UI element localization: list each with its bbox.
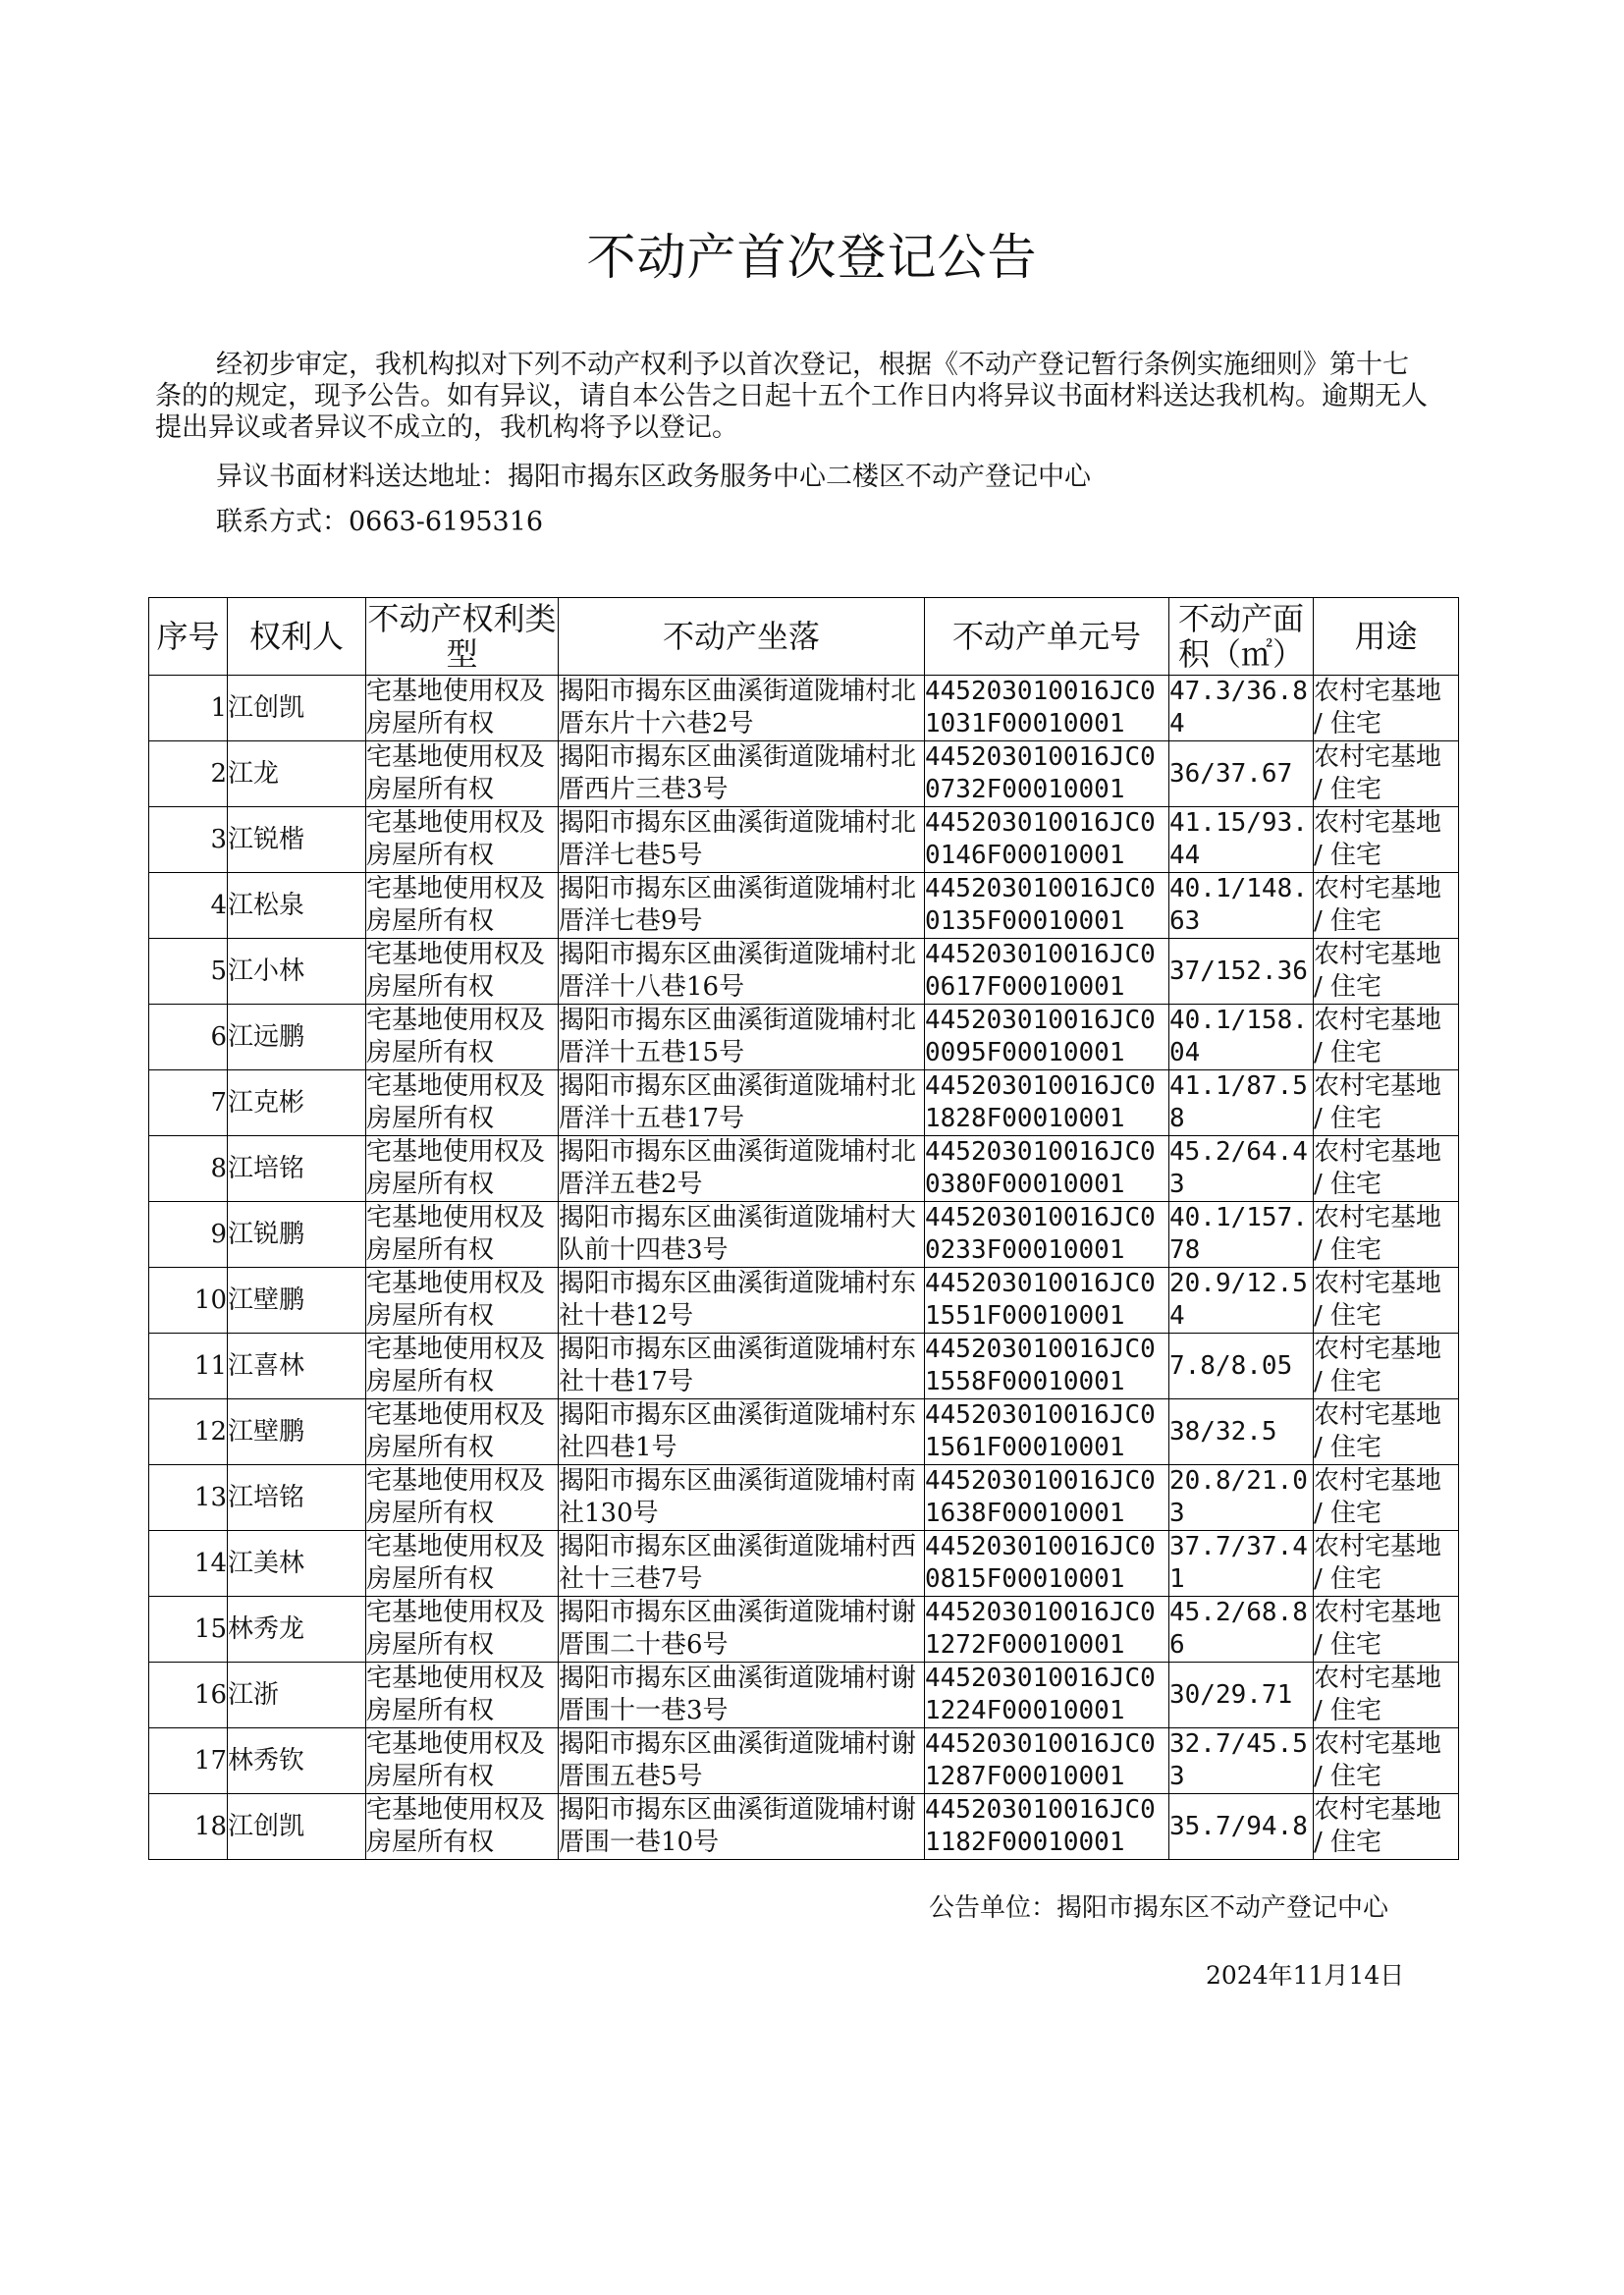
cell-use: 农村宅基地 / 住宅	[1314, 741, 1459, 807]
cell-seq: 2	[149, 741, 228, 807]
cell-unit-number: 445203010016JC01287F00010001	[925, 1728, 1169, 1794]
cell-right-type: 宅基地使用权及房屋所有权	[366, 807, 559, 873]
cell-right-type: 宅基地使用权及房屋所有权	[366, 1268, 559, 1334]
intro-paragraph: 经初步审定，我机构拟对下列不动产权利予以首次登记，根据《不动产登记暂行条例实施细则》第十七条的的规定，现予公告。如有异议，请自本公告之日起十五个工作日内将异议书面材料送达我机构。逾期无人提出异议或者异议不成立的，我机构将予以登记。	[155, 350, 1428, 443]
cell-seq: 1	[149, 676, 228, 741]
cell-location: 揭阳市揭东区曲溪街道陇埔村西社十三巷7号	[559, 1531, 925, 1597]
cell-area: 7.8/8.05	[1169, 1334, 1314, 1399]
cell-right-type: 宅基地使用权及房屋所有权	[366, 1070, 559, 1136]
table-row	[149, 1794, 1459, 1860]
cell-owner: 江小林	[228, 939, 366, 1005]
cell-unit-number: 445203010016JC01272F00010001	[925, 1597, 1169, 1663]
cell-seq: 9	[149, 1202, 228, 1268]
cell-unit-number: 445203010016JC01031F00010001	[925, 676, 1169, 741]
cell-use: 农村宅基地 / 住宅	[1314, 1465, 1459, 1531]
cell-owner: 江壁鹏	[228, 1268, 366, 1334]
cell-owner: 江壁鹏	[228, 1399, 366, 1465]
cell-owner: 江锐鹏	[228, 1202, 366, 1268]
cell-location: 揭阳市揭东区曲溪街道陇埔村南社130号	[559, 1465, 925, 1531]
cell-use: 农村宅基地 / 住宅	[1314, 1005, 1459, 1070]
cell-use: 农村宅基地 / 住宅	[1314, 1794, 1459, 1860]
table-row	[149, 1334, 1459, 1399]
cell-location: 揭阳市揭东区曲溪街道陇埔村东社十巷12号	[559, 1268, 925, 1334]
cell-owner: 江克彬	[228, 1070, 366, 1136]
cell-owner: 江锐楷	[228, 807, 366, 873]
cell-unit-number: 445203010016JC00146F00010001	[925, 807, 1169, 873]
cell-owner: 林秀龙	[228, 1597, 366, 1663]
cell-area: 37/152.36	[1169, 939, 1314, 1005]
issue-date: 2024年11月14日	[1206, 1961, 1405, 1990]
cell-use: 农村宅基地 / 住宅	[1314, 807, 1459, 873]
cell-unit-number: 445203010016JC00095F00010001	[925, 1005, 1169, 1070]
cell-area: 41.1/87.58	[1169, 1070, 1314, 1136]
cell-right-type: 宅基地使用权及房屋所有权	[366, 1597, 559, 1663]
cell-unit-number: 445203010016JC01638F00010001	[925, 1465, 1169, 1531]
header-unit-number: 不动产单元号	[925, 598, 1169, 676]
cell-area: 30/29.71	[1169, 1663, 1314, 1728]
cell-seq: 16	[149, 1663, 228, 1728]
header-right-type: 不动产权利类型	[366, 598, 559, 676]
table-row	[149, 741, 1459, 807]
cell-right-type: 宅基地使用权及房屋所有权	[366, 676, 559, 741]
cell-unit-number: 445203010016JC00135F00010001	[925, 873, 1169, 939]
cell-owner: 江培铭	[228, 1465, 366, 1531]
cell-right-type: 宅基地使用权及房屋所有权	[366, 1663, 559, 1728]
cell-use: 农村宅基地 / 住宅	[1314, 1663, 1459, 1728]
cell-location: 揭阳市揭东区曲溪街道陇埔村北厝西片三巷3号	[559, 741, 925, 807]
cell-area: 41.15/93.44	[1169, 807, 1314, 873]
table-row	[149, 1202, 1459, 1268]
cell-location: 揭阳市揭东区曲溪街道陇埔村东社十巷17号	[559, 1334, 925, 1399]
cell-area: 47.3/36.84	[1169, 676, 1314, 741]
cell-right-type: 宅基地使用权及房屋所有权	[366, 1334, 559, 1399]
cell-owner: 江美林	[228, 1531, 366, 1597]
cell-use: 农村宅基地 / 住宅	[1314, 1728, 1459, 1794]
cell-area: 38/32.5	[1169, 1399, 1314, 1465]
cell-seq: 17	[149, 1728, 228, 1794]
cell-area: 36/37.67	[1169, 741, 1314, 807]
header-seq: 序号	[149, 598, 228, 676]
table-row	[149, 1465, 1459, 1531]
table-row	[149, 1531, 1459, 1597]
cell-right-type: 宅基地使用权及房屋所有权	[366, 741, 559, 807]
cell-seq: 4	[149, 873, 228, 939]
cell-area: 35.7/94.8	[1169, 1794, 1314, 1860]
cell-area: 20.9/12.54	[1169, 1268, 1314, 1334]
cell-seq: 3	[149, 807, 228, 873]
cell-owner: 江远鹏	[228, 1005, 366, 1070]
cell-use: 农村宅基地 / 住宅	[1314, 1202, 1459, 1268]
table-row	[149, 873, 1459, 939]
cell-seq: 12	[149, 1399, 228, 1465]
cell-location: 揭阳市揭东区曲溪街道陇埔村谢厝围一巷10号	[559, 1794, 925, 1860]
cell-owner: 江喜林	[228, 1334, 366, 1399]
cell-area: 45.2/64.43	[1169, 1136, 1314, 1202]
cell-unit-number: 445203010016JC00233F00010001	[925, 1202, 1169, 1268]
cell-use: 农村宅基地 / 住宅	[1314, 1334, 1459, 1399]
cell-right-type: 宅基地使用权及房屋所有权	[366, 1531, 559, 1597]
cell-unit-number: 445203010016JC01551F00010001	[925, 1268, 1169, 1334]
cell-area: 40.1/158.04	[1169, 1005, 1314, 1070]
cell-use: 农村宅基地 / 住宅	[1314, 1136, 1459, 1202]
cell-unit-number: 445203010016JC01224F00010001	[925, 1663, 1169, 1728]
cell-location: 揭阳市揭东区曲溪街道陇埔村北厝洋七巷5号	[559, 807, 925, 873]
cell-location: 揭阳市揭东区曲溪街道陇埔村大队前十四巷3号	[559, 1202, 925, 1268]
cell-use: 农村宅基地 / 住宅	[1314, 939, 1459, 1005]
cell-owner: 江培铭	[228, 1136, 366, 1202]
cell-unit-number: 445203010016JC01561F00010001	[925, 1399, 1169, 1465]
cell-location: 揭阳市揭东区曲溪街道陇埔村谢厝围五巷5号	[559, 1728, 925, 1794]
cell-right-type: 宅基地使用权及房屋所有权	[366, 873, 559, 939]
table-row	[149, 1728, 1459, 1794]
cell-owner: 江创凯	[228, 1794, 366, 1860]
cell-seq: 18	[149, 1794, 228, 1860]
table-row	[149, 1399, 1459, 1465]
table-row	[149, 1136, 1459, 1202]
cell-use: 农村宅基地 / 住宅	[1314, 1268, 1459, 1334]
cell-location: 揭阳市揭东区曲溪街道陇埔村谢厝围二十巷6号	[559, 1597, 925, 1663]
cell-seq: 14	[149, 1531, 228, 1597]
cell-right-type: 宅基地使用权及房屋所有权	[366, 1005, 559, 1070]
cell-location: 揭阳市揭东区曲溪街道陇埔村北厝洋十五巷17号	[559, 1070, 925, 1136]
cell-area: 45.2/68.86	[1169, 1597, 1314, 1663]
contact-info: 联系方式：0663-6195316	[216, 507, 544, 537]
cell-seq: 10	[149, 1268, 228, 1334]
cell-owner: 江浙	[228, 1663, 366, 1728]
table-row	[149, 1005, 1459, 1070]
cell-area: 32.7/45.53	[1169, 1728, 1314, 1794]
cell-area: 20.8/21.03	[1169, 1465, 1314, 1531]
cell-owner: 林秀钦	[228, 1728, 366, 1794]
cell-unit-number: 445203010016JC00617F00010001	[925, 939, 1169, 1005]
cell-location: 揭阳市揭东区曲溪街道陇埔村北厝洋十八巷16号	[559, 939, 925, 1005]
cell-use: 农村宅基地 / 住宅	[1314, 1070, 1459, 1136]
cell-use: 农村宅基地 / 住宅	[1314, 1531, 1459, 1597]
cell-right-type: 宅基地使用权及房屋所有权	[366, 1794, 559, 1860]
objection-address: 异议书面材料送达地址：揭阳市揭东区政务服务中心二楼区不动产登记中心	[216, 462, 1091, 492]
cell-right-type: 宅基地使用权及房屋所有权	[366, 1202, 559, 1268]
cell-unit-number: 445203010016JC01828F00010001	[925, 1070, 1169, 1136]
cell-seq: 11	[149, 1334, 228, 1399]
issuing-unit: 公告单位：揭阳市揭东区不动产登记中心	[929, 1893, 1389, 1923]
table-row	[149, 1663, 1459, 1728]
cell-unit-number: 445203010016JC01182F00010001	[925, 1794, 1169, 1860]
cell-seq: 7	[149, 1070, 228, 1136]
table-row	[149, 1268, 1459, 1334]
table-row	[149, 939, 1459, 1005]
table-row	[149, 676, 1459, 741]
cell-unit-number: 445203010016JC01558F00010001	[925, 1334, 1169, 1399]
cell-seq: 5	[149, 939, 228, 1005]
header-location: 不动产坐落	[559, 598, 925, 676]
cell-right-type: 宅基地使用权及房屋所有权	[366, 1465, 559, 1531]
header-use: 用途	[1314, 598, 1459, 676]
table-row	[149, 1597, 1459, 1663]
cell-unit-number: 445203010016JC00732F00010001	[925, 741, 1169, 807]
cell-use: 农村宅基地 / 住宅	[1314, 1597, 1459, 1663]
cell-location: 揭阳市揭东区曲溪街道陇埔村北厝洋五巷2号	[559, 1136, 925, 1202]
cell-owner: 江创凯	[228, 676, 366, 741]
header-area: 不动产面积（㎡）	[1169, 598, 1314, 676]
cell-seq: 8	[149, 1136, 228, 1202]
cell-location: 揭阳市揭东区曲溪街道陇埔村北厝东片十六巷2号	[559, 676, 925, 741]
cell-seq: 13	[149, 1465, 228, 1531]
cell-area: 40.1/157.78	[1169, 1202, 1314, 1268]
cell-location: 揭阳市揭东区曲溪街道陇埔村东社四巷1号	[559, 1399, 925, 1465]
page-title: 不动产首次登记公告	[586, 229, 1038, 286]
cell-owner: 江龙	[228, 741, 366, 807]
cell-area: 37.7/37.41	[1169, 1531, 1314, 1597]
cell-right-type: 宅基地使用权及房屋所有权	[366, 1399, 559, 1465]
cell-location: 揭阳市揭东区曲溪街道陇埔村北厝洋十五巷15号	[559, 1005, 925, 1070]
cell-right-type: 宅基地使用权及房屋所有权	[366, 1136, 559, 1202]
cell-area: 40.1/148.63	[1169, 873, 1314, 939]
cell-seq: 15	[149, 1597, 228, 1663]
cell-owner: 江松泉	[228, 873, 366, 939]
cell-location: 揭阳市揭东区曲溪街道陇埔村谢厝围十一巷3号	[559, 1663, 925, 1728]
cell-use: 农村宅基地 / 住宅	[1314, 873, 1459, 939]
cell-unit-number: 445203010016JC00380F00010001	[925, 1136, 1169, 1202]
cell-location: 揭阳市揭东区曲溪街道陇埔村北厝洋七巷9号	[559, 873, 925, 939]
table-row	[149, 807, 1459, 873]
cell-use: 农村宅基地 / 住宅	[1314, 1399, 1459, 1465]
table-header-row	[149, 598, 1459, 676]
header-owner: 权利人	[228, 598, 366, 676]
table-row	[149, 1070, 1459, 1136]
cell-unit-number: 445203010016JC00815F00010001	[925, 1531, 1169, 1597]
cell-seq: 6	[149, 1005, 228, 1070]
cell-use: 农村宅基地 / 住宅	[1314, 676, 1459, 741]
cell-right-type: 宅基地使用权及房屋所有权	[366, 939, 559, 1005]
cell-right-type: 宅基地使用权及房屋所有权	[366, 1728, 559, 1794]
registration-table	[148, 597, 1459, 1860]
